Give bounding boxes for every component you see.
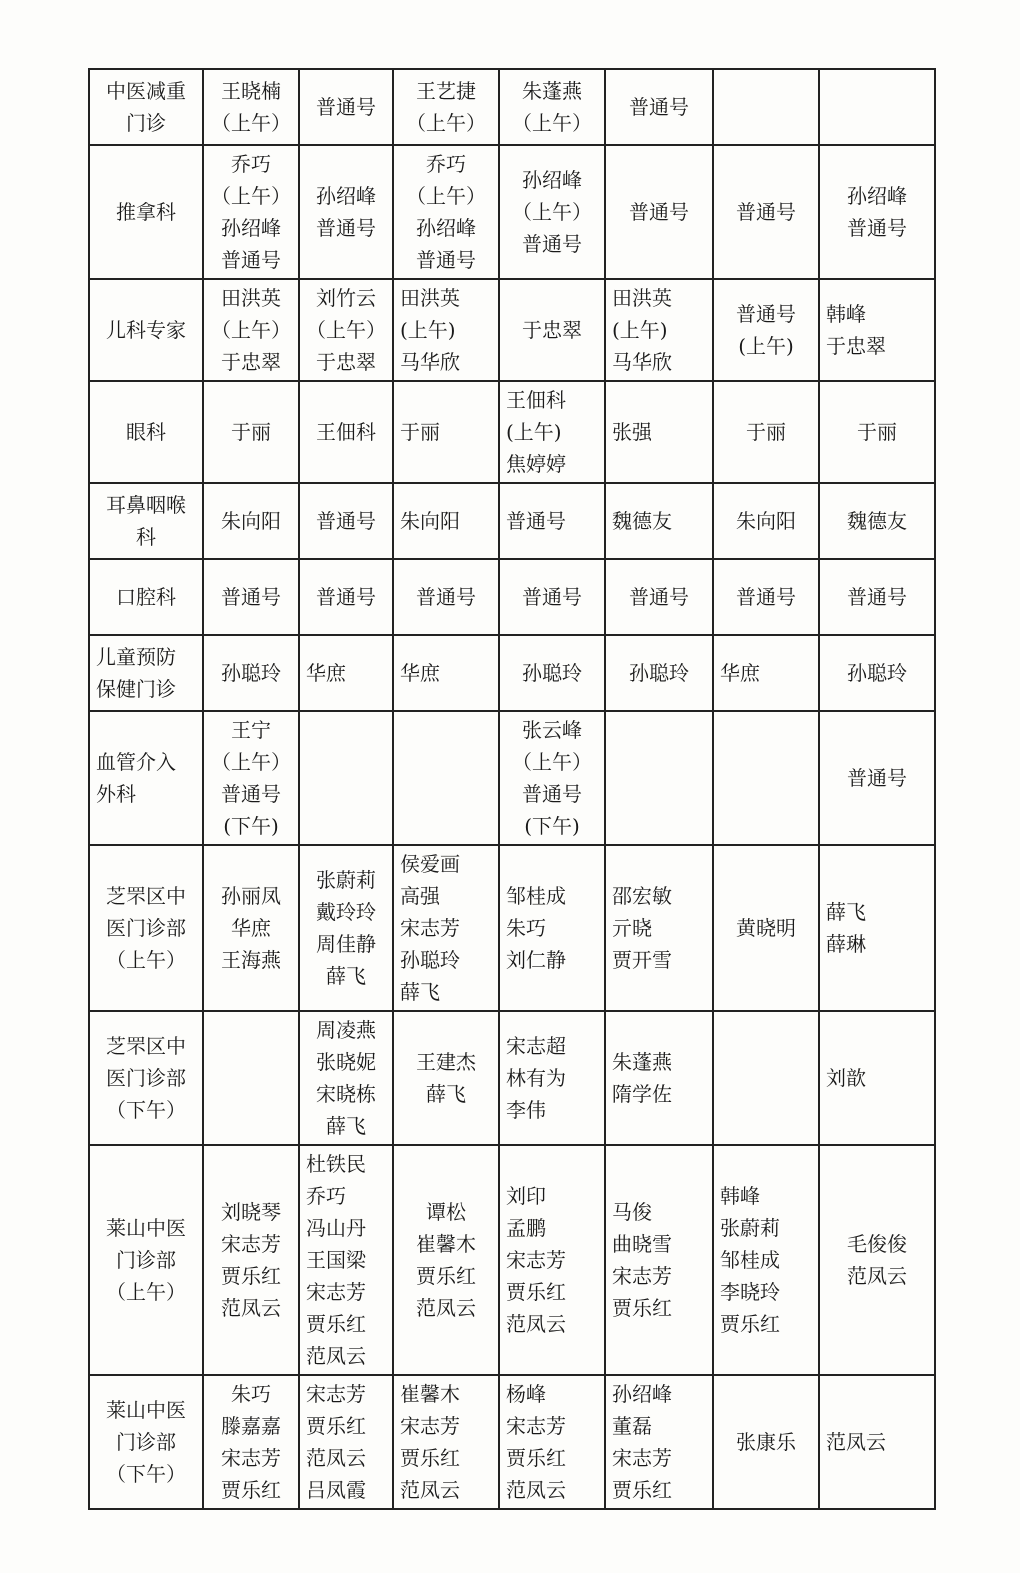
table-row [89,145,935,279]
clinic-schedule-table [88,68,936,1510]
schedule-cell: 田洪英 (上午) 马华欣 [393,279,499,381]
table-row [89,483,935,559]
schedule-cell: 范凤云 [819,1375,935,1509]
schedule-cell: 乔巧 （上午） 孙绍峰 普通号 [203,145,299,279]
schedule-cell: 张强 [605,381,713,483]
schedule-cell: 刘竹云 （上午） 于忠翠 [299,279,393,381]
department-cell: 儿科专家 [89,279,203,381]
schedule-cell [713,69,819,145]
schedule-cell: 刘印 孟鹏 宋志芳 贾乐红 范凤云 [499,1145,605,1375]
schedule-cell: 普通号 [605,559,713,635]
schedule-cell: 田洪英 （上午） 于忠翠 [203,279,299,381]
schedule-cell: 崔馨木 宋志芳 贾乐红 范凤云 [393,1375,499,1509]
table-row [89,381,935,483]
schedule-cell: 普通号 [299,483,393,559]
schedule-cell: 孙绍峰 董磊 宋志芳 贾乐红 [605,1375,713,1509]
schedule-cell [819,69,935,145]
schedule-cell: 乔巧 （上午） 孙绍峰 普通号 [393,145,499,279]
schedule-cell [713,1011,819,1145]
table-row [89,1375,935,1509]
table-row [89,711,935,845]
schedule-cell [605,711,713,845]
schedule-cell: 普通号 [393,559,499,635]
schedule-cell: 侯爱画 高强 宋志芳 孙聪玲 薛飞 [393,845,499,1011]
schedule-cell: 普通号 [713,145,819,279]
department-cell: 血管介入 外科 [89,711,203,845]
schedule-cell: 普通号 [499,559,605,635]
schedule-cell: 华庶 [299,635,393,711]
schedule-body [89,69,935,1509]
schedule-cell [713,711,819,845]
schedule-cell: 周凌燕 张晓妮 宋晓栋 薛飞 [299,1011,393,1145]
table-row [89,845,935,1011]
schedule-cell: 刘晓琴 宋志芳 贾乐红 范凤云 [203,1145,299,1375]
schedule-cell [203,1011,299,1145]
schedule-cell: 杨峰 宋志芳 贾乐红 范凤云 [499,1375,605,1509]
schedule-cell: 孙聪玲 [203,635,299,711]
schedule-cell: 韩峰 张蔚莉 邹桂成 李晓玲 贾乐红 [713,1145,819,1375]
table-row [89,279,935,381]
department-cell: 眼科 [89,381,203,483]
schedule-cell: 普通号 [605,69,713,145]
schedule-cell: 普通号 [605,145,713,279]
department-cell: 莱山中医 门诊部 （下午） [89,1375,203,1509]
schedule-cell: 孙绍峰 普通号 [819,145,935,279]
schedule-cell: 王宁 （上午） 普通号 (下午) [203,711,299,845]
schedule-cell: 王佃科 [299,381,393,483]
schedule-cell: 于丽 [393,381,499,483]
schedule-cell: 普通号 [203,559,299,635]
schedule-cell: 华庶 [393,635,499,711]
schedule-cell: 宋志超 林有为 李伟 [499,1011,605,1145]
schedule-cell: 薛飞 薛琳 [819,845,935,1011]
department-cell: 口腔科 [89,559,203,635]
schedule-cell: 马俊 曲晓雪 宋志芳 贾乐红 [605,1145,713,1375]
schedule-cell: 王建杰 薛飞 [393,1011,499,1145]
table-row [89,1011,935,1145]
schedule-cell: 杜铁民 乔巧 冯山丹 王国梁 宋志芳 贾乐红 范凤云 [299,1145,393,1375]
table-row [89,1145,935,1375]
schedule-cell: 朱蓬燕 （上午） [499,69,605,145]
schedule-cell: 孙绍峰 普通号 [299,145,393,279]
schedule-cell: 魏德友 [605,483,713,559]
schedule-cell: 王艺捷 （上午） [393,69,499,145]
schedule-cell: 王佃科 (上午) 焦婷婷 [499,381,605,483]
schedule-cell: 孙绍峰 （上午） 普通号 [499,145,605,279]
department-cell: 芝罘区中 医门诊部 （下午） [89,1011,203,1145]
schedule-cell: 于丽 [819,381,935,483]
schedule-cell: 邹桂成 朱巧 刘仁静 [499,845,605,1011]
table-row [89,635,935,711]
schedule-cell [393,711,499,845]
schedule-cell: 朱蓬燕 隋学佐 [605,1011,713,1145]
schedule-cell: 普通号 [819,711,935,845]
table-row [89,559,935,635]
schedule-cell: 朱巧 滕嘉嘉 宋志芳 贾乐红 [203,1375,299,1509]
schedule-cell: 普通号 (上午) [713,279,819,381]
schedule-cell: 韩峰 于忠翠 [819,279,935,381]
schedule-cell: 朱向阳 [393,483,499,559]
schedule-cell: 普通号 [499,483,605,559]
schedule-cell: 于丽 [713,381,819,483]
schedule-cell: 普通号 [819,559,935,635]
schedule-cell: 宋志芳 贾乐红 范凤云 吕凤霞 [299,1375,393,1509]
schedule-cell: 孙聪玲 [819,635,935,711]
schedule-cell: 普通号 [299,559,393,635]
department-cell: 儿童预防 保健门诊 [89,635,203,711]
schedule-cell: 谭松 崔馨木 贾乐红 范凤云 [393,1145,499,1375]
schedule-cell: 孙聪玲 [605,635,713,711]
schedule-cell: 张云峰 （上午） 普通号 (下午) [499,711,605,845]
department-cell: 莱山中医 门诊部 （上午） [89,1145,203,1375]
schedule-cell: 朱向阳 [203,483,299,559]
department-cell: 芝罘区中 医门诊部 （上午） [89,845,203,1011]
schedule-cell: 刘歆 [819,1011,935,1145]
schedule-cell: 张康乐 [713,1375,819,1509]
schedule-cell: 邵宏敏 亓晓 贾开雪 [605,845,713,1011]
schedule-cell: 华庶 [713,635,819,711]
schedule-cell: 黄晓明 [713,845,819,1011]
schedule-cell: 魏德友 [819,483,935,559]
table-row [89,69,935,145]
department-cell: 耳鼻咽喉 科 [89,483,203,559]
schedule-cell: 于忠翠 [499,279,605,381]
schedule-cell: 王晓楠 （上午） [203,69,299,145]
schedule-cell: 普通号 [299,69,393,145]
schedule-cell [299,711,393,845]
department-cell: 推拿科 [89,145,203,279]
schedule-cell: 朱向阳 [713,483,819,559]
schedule-cell: 普通号 [713,559,819,635]
schedule-cell: 张蔚莉 戴玲玲 周佳静 薛飞 [299,845,393,1011]
schedule-cell: 孙丽凤 华庶 王海燕 [203,845,299,1011]
department-cell: 中医减重 门诊 [89,69,203,145]
schedule-cell: 于丽 [203,381,299,483]
schedule-cell: 孙聪玲 [499,635,605,711]
schedule-cell: 田洪英 (上午) 马华欣 [605,279,713,381]
schedule-cell: 毛俊俊 范凤云 [819,1145,935,1375]
